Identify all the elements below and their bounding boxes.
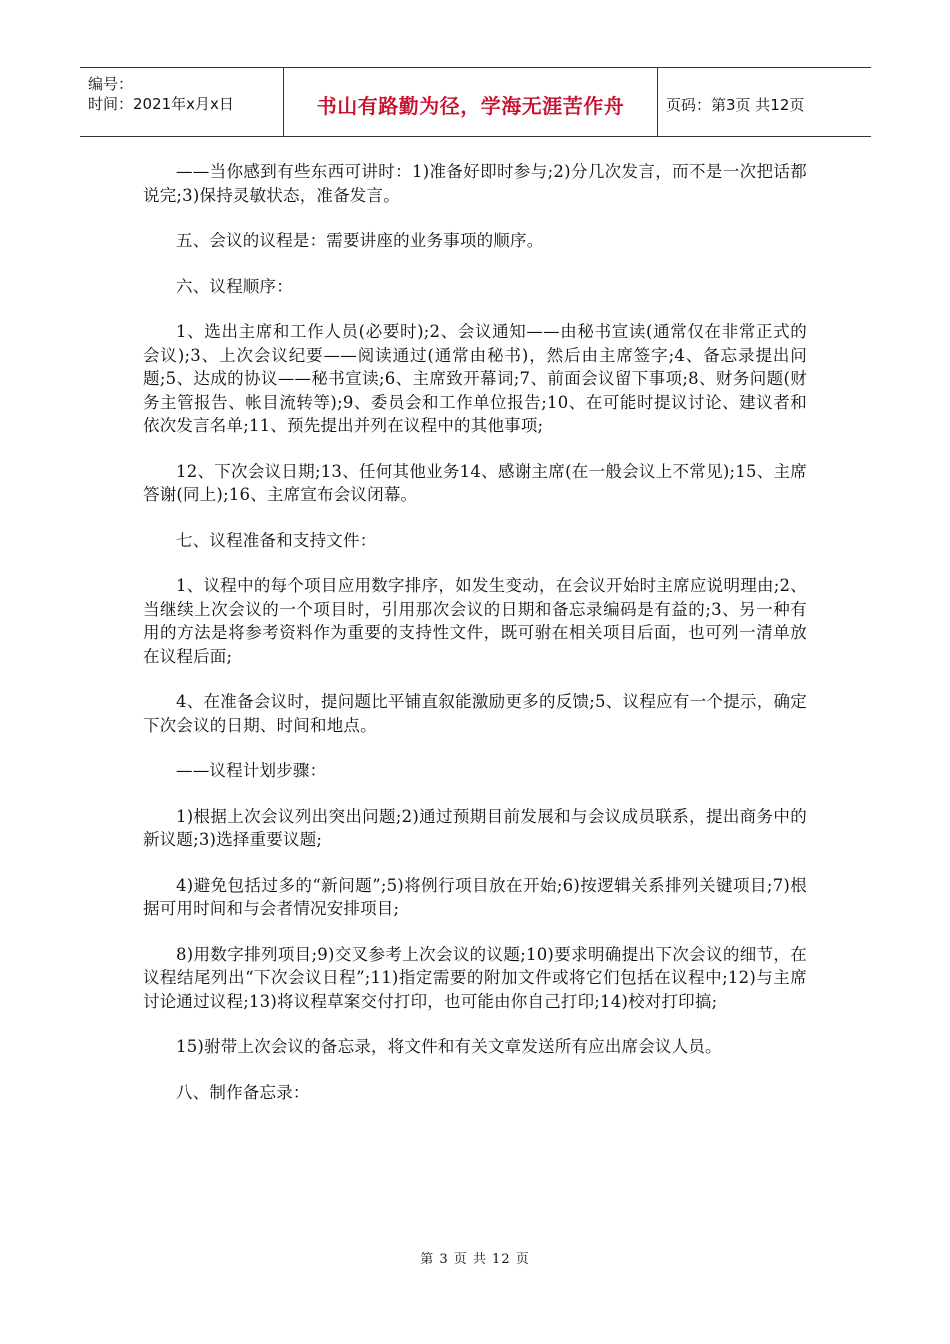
section-heading: 五、会议的议程是：需要讲座的业务事项的顺序。: [176, 231, 544, 250]
document-body: [143, 160, 807, 1126]
serial-number-label: 编号：: [88, 75, 134, 93]
date-label: 时间：2021年x月x日: [88, 95, 234, 113]
section-heading: 六、议程顺序：: [176, 276, 293, 296]
paragraph: 4)避免包括过多的“新问题”;5)将例行项目放在开始;6)按逻辑关系排列关键项目;7)根据可用时间和与会者情况安排项目;: [143, 875, 807, 918]
header-motto-cell: [284, 68, 658, 136]
paragraph: 12、下次会议日期;13、任何其他业务14、感谢主席(在一般会议上不常见);15、主席答谢(同上);16、主席宣布会议闭幕。: [143, 461, 807, 504]
header-page-cell: [658, 68, 871, 136]
section-heading: 八、制作备忘录：: [176, 1082, 310, 1102]
paragraph: 1)根据上次会议列出突出问题;2)通过预期目前发展和与会议成员联系，提出商务中的新议题;3)选择重要议题;: [143, 806, 807, 849]
motto-text: 书山有路勤为径，学海无涯苦作舟: [316, 93, 625, 118]
paragraph: 1、议程中的每个项目应用数字排序，如发生变动，在会议开始时主席应说明理由;2、当继续上次会议的一个项目时，引用那次会议的日期和备忘录编码是有益的;3、另一种有用的方法是将参考资料作为重要的支持性文件，既可驸在相关项目后面，也可列一清单放在议程后面;: [143, 576, 807, 666]
page-number-label: 页码：第3页 共12页: [666, 95, 805, 114]
section-heading: 七、议程准备和支持文件：: [176, 530, 377, 550]
paragraph: 8)用数字排列项目;9)交叉参考上次会议的议题;10)要求明确提出下次会议的细节，在议程结尾列出“下次会议日程”;11)指定需要的附加文件或将它们包括在议程中;12)与主席讨论通过议程;13)将议程草案交付打印，也可能由你自己打印;14)校对打印搞;: [143, 944, 807, 1011]
page-header: [80, 67, 871, 137]
page-footer: 第 3 页 共 12 页: [420, 1252, 530, 1267]
paragraph: ——当你感到有些东西可讲时：1)准备好即时参与;2)分几次发言，而不是一次把话都说完;3)保持灵敏状态，准备发言。: [143, 162, 807, 205]
paragraph: 15)驸带上次会议的备忘录，将文件和有关文章发送所有应出席会议人员。: [176, 1037, 722, 1056]
subheading: ——议程计划步骤：: [176, 761, 327, 780]
paragraph: 4、在准备会议时，提问题比平铺直叙能激励更多的反馈;5、议程应有一个提示，确定下次会议的日期、时间和地点。: [143, 692, 807, 735]
paragraph: 1、选出主席和工作人员(必要时);2、会议通知——由秘书宣读(通常仅在非常正式的会议);3、上次会议纪要——阅读通过(通常由秘书)，然后由主席签字;4、备忘录提出问题;5、达成的协议——秘书宣读;6、主席致开幕词;7、前面会议留下事项;8、财务问题(财务主管报告、帐目流转等);9、委员会和工作单位报告;10、在可能时提议讨论、建议者和依次发言名单;11、预先提出并列在议程中的其他事项;: [143, 322, 807, 435]
header-meta-cell: [80, 68, 284, 136]
